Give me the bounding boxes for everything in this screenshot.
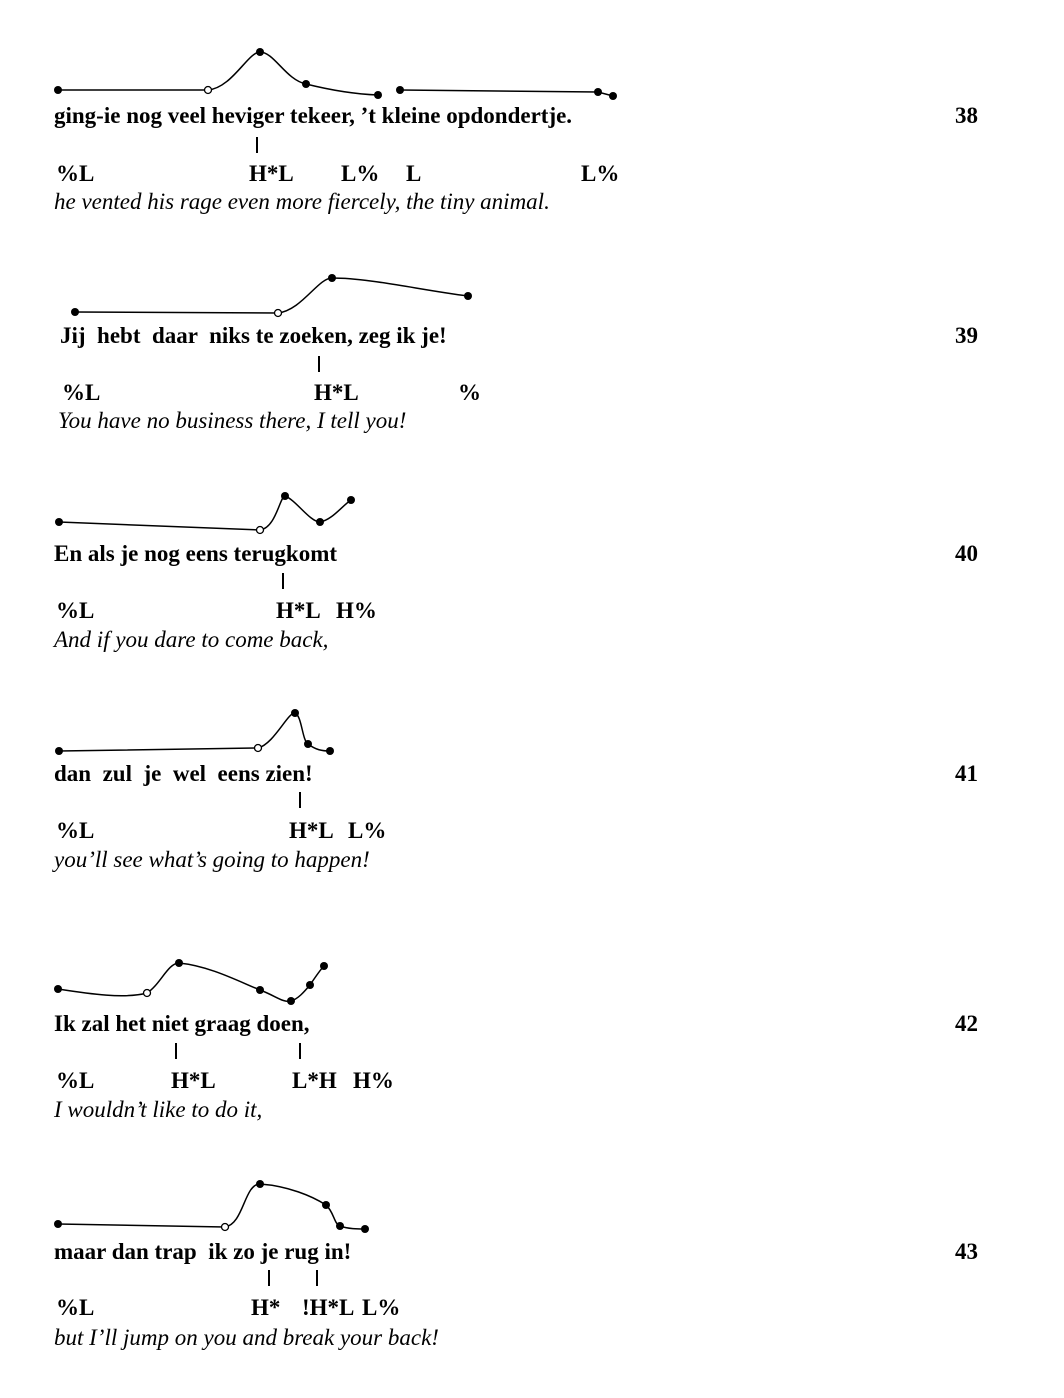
- tone-label: L%: [348, 818, 387, 843]
- tone-label: H*: [251, 1295, 281, 1320]
- tone-label: H*L: [249, 161, 294, 186]
- example-number: 43: [955, 1239, 978, 1264]
- tone-label: L: [406, 161, 422, 186]
- english-translation: but I’ll jump on you and break your back!: [54, 1325, 439, 1350]
- tone-label: %L: [56, 818, 95, 843]
- tone-label: %L: [56, 598, 95, 623]
- english-translation: I wouldn’t like to do it,: [54, 1097, 263, 1122]
- tone-label: H%: [353, 1068, 394, 1093]
- tone-label: L*H: [292, 1068, 337, 1093]
- english-translation: And if you dare to come back,: [54, 627, 329, 652]
- tone-label: L%: [362, 1295, 401, 1320]
- accent-tick: [268, 1270, 270, 1286]
- example-number: 42: [955, 1011, 978, 1036]
- tone-label: !H*L: [302, 1295, 355, 1320]
- dutch-sentence: dan zul je wel eens zien!: [54, 761, 313, 786]
- tone-label: H%: [336, 598, 377, 623]
- tone-label: H*L: [276, 598, 321, 623]
- dutch-sentence: Jij hebt daar niks te zoeken, zeg ik je!: [60, 323, 447, 348]
- example-number: 40: [955, 541, 978, 566]
- tone-label: %L: [62, 380, 101, 405]
- english-translation: he vented his rage even more fiercely, the tiny animal.: [54, 189, 550, 214]
- tone-label: L%: [581, 161, 620, 186]
- dutch-sentence: En als je nog eens terugkomt: [54, 541, 338, 566]
- english-translation: You have no business there, I tell you!: [58, 408, 407, 433]
- tone-label: %: [458, 380, 481, 405]
- tone-label: H*L: [314, 380, 359, 405]
- tone-label: %L: [56, 161, 95, 186]
- example-number: 38: [955, 103, 978, 128]
- dutch-sentence: maar dan trap ik zo je rug in!: [54, 1239, 352, 1264]
- tone-label: %L: [56, 1295, 95, 1320]
- tone-label: H*L: [171, 1068, 216, 1093]
- tone-label: H*L: [289, 818, 334, 843]
- dutch-sentence: Ik zal het niet graag doen,: [54, 1011, 310, 1036]
- accent-tick: [316, 1270, 318, 1286]
- tone-label: L%: [341, 161, 380, 186]
- tone-label: %L: [56, 1068, 95, 1093]
- english-translation: you’ll see what’s going to happen!: [54, 847, 370, 872]
- example-number: 39: [955, 323, 978, 348]
- dutch-sentence: ging-ie nog veel heviger tekeer, ’t kleine opdondertje.: [54, 103, 573, 128]
- example-number: 41: [955, 761, 978, 786]
